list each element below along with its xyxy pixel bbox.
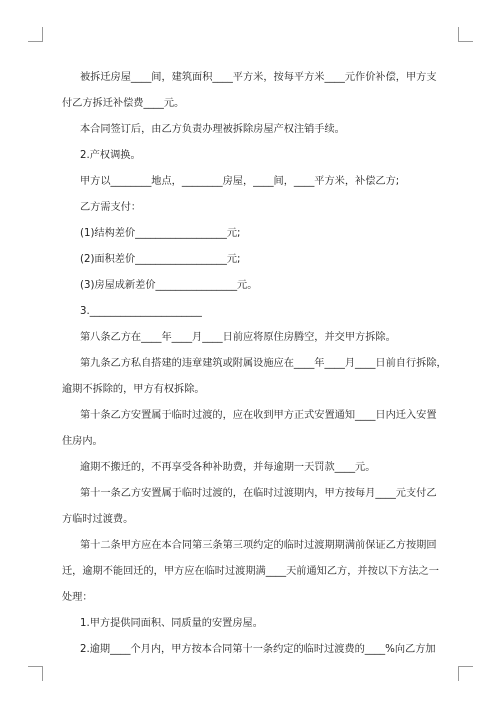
corner-mark-bottom-left [28,666,43,681]
text-line: (2)面积差价__________________元; [80,254,241,265]
text-line: 迁，逾期不能回迁的，甲方应在临时过渡期满____天前通知乙方，并按以下方法之一 [62,566,439,577]
text-line: 本合同签订后，由乙方负责办理被拆除房屋产权注销手续。 [80,124,345,135]
text-line: 付乙方拆迁补偿费____元。 [62,98,185,109]
text-line: 逾期不搬迁的，不再享受各种补助费，并每逾期一天罚款____元。 [80,462,376,473]
text-line: 第十二条甲方应在本合同第三条第三项约定的临时过渡期期满前保证乙方按期回 [80,540,437,551]
text-line: 3.______________________ [80,306,202,317]
text-line: 2.产权调换。 [80,150,141,161]
text-line: 被拆迁房屋____间，建筑面积____平方米，按每平方米____元作价补偿，甲方支 [80,72,437,83]
text-line: 1.甲方提供同面积、同质量的安置房屋。 [80,618,263,629]
corner-mark-bottom-right [458,666,473,681]
text-line: 2.逾期____个月内，甲方按本合同第十一条约定的临时过渡费的____%向乙方加 [80,644,436,655]
corner-mark-top-right [458,27,473,42]
text-line: (3)房屋成新差价________________元。 [80,280,258,291]
corner-mark-top-left [28,27,43,42]
text-line: 乙方需支付： [80,202,142,213]
text-line: 第十一条乙方安置属于临时过渡的，在临时过渡期内，甲方按每月____元支付乙 [80,488,437,499]
text-line: 逾期不拆除的，甲方有权拆除。 [62,384,205,395]
text-line: 方临时过渡费。 [62,514,134,525]
text-line: 处理： [62,592,93,603]
text-line: (1)结构差价__________________元; [80,228,241,239]
text-line: 第十条乙方安置属于临时过渡的，应在收到甲方正式安置通知____日内迁入安置 [80,410,437,421]
text-line: 甲方以________地点，________房屋，____间，____平方米，补偿乙方; [80,176,400,187]
document-body [62,65,448,663]
text-line: 第八条乙方在____年____月____日前应将原住房腾空，并交甲方拆除。 [80,332,396,343]
text-line: 第九条乙方私自搭建的违章建筑或附属设施应在____年____月____日前自行拆除， [80,358,447,369]
text-line: 住房内。 [62,436,103,447]
